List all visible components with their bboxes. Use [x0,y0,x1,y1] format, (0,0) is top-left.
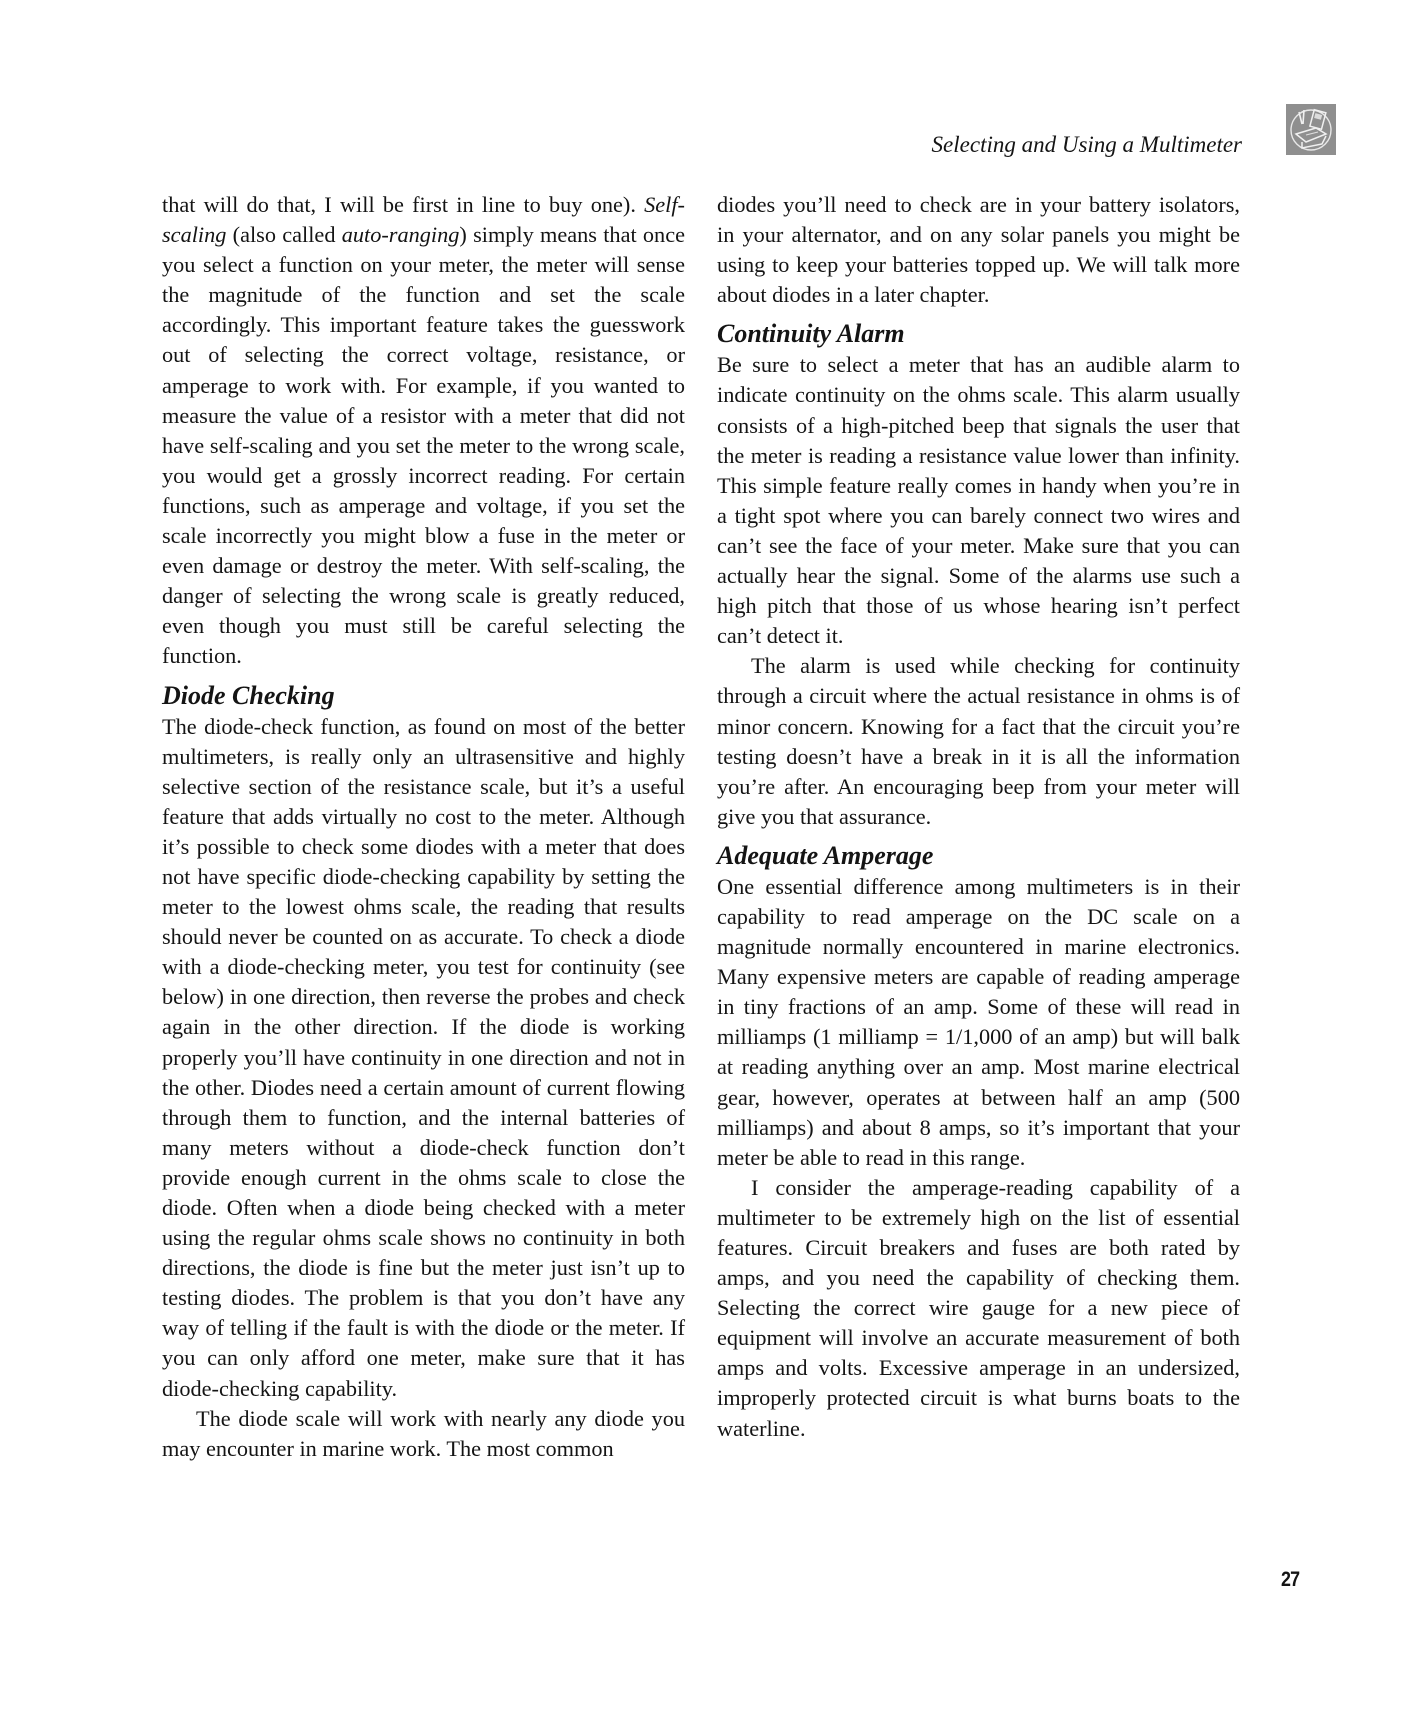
heading-continuity-alarm: Continuity Alarm [717,319,905,349]
heading-adequate-amperage: Adequate Amperage [717,840,934,870]
paragraph-alarm-usage: The alarm is used while checking for continuity through a circuit where the actual resistance in ohms is of minor concern. Knowing for a fact that the circuit you’re testing doesn’t have a break in it is all the information you’re after. An encouraging beep from your meter will give you that assurance. [717,653,1240,829]
multimeter-chapter-icon [1286,104,1336,155]
multimeter-illustration-icon [1286,104,1336,155]
page-number: 27 [1281,1568,1300,1591]
paragraph-self-scaling [162,190,685,672]
text-run: (also called [226,222,342,248]
paragraph-diode-scale: The diode scale will work with nearly any diode you may encounter in marine work. The most common [162,1405,685,1461]
term-auto-ranging: auto-ranging [341,222,460,248]
heading-diode-checking: Diode Checking [162,680,335,710]
running-head: Selecting and Using a Multimeter [931,132,1242,157]
left-column [162,190,685,1464]
term-self-scaling: Self-scaling [162,192,685,248]
paragraph-amperage-capability: I consider the amperage-reading capability of a multimeter to be extremely high on the list of essential features. Circuit breakers and fuses are both rated by amps, and you need the capability of checking them. Selecting the correct wire gauge for a new piece of equipment will involve an accurate measurement of both amps and volts. Excessive amperage in an undersized, improperly protected circuit is what burns boats to the waterline. [717,1174,1240,1441]
paragraph-diodes-continued: diodes you’ll need to check are in your battery isolators, in your alternator, and on any solar panels you might be using to keep your batteries topped up. We will talk more about diodes in a later chapter. [717,192,1240,308]
right-column [717,190,1240,1444]
text-run: that will do that, I will be first in line to buy one). [162,192,645,217]
paragraph-audible-alarm: Be sure to select a meter that has an audible alarm to indicate continuity on the ohms scale. This alarm usually consists of a high-pitched beep that signals the user that the meter is reading a resistance value lower than infinity. This simple feature really comes in handy when you’re in a tight spot where you can barely connect two wires and can’t see the face of your meter. Make sure that you can actually hear the signal. Some of the alarms use such a high pitch that those of us whose hearing isn’t perfect can’t detect it. [717,352,1240,649]
paragraph-diode-check-function: The diode-check function, as found on most of the better multimeters, is really only an ultrasensitive and highly selective section of the resistance scale, but it’s a useful feature that adds virtually no cost to the meter. Although it’s possible to check some diodes with a meter that does not have specific diode-checking capability by setting the meter to the lowest ohms scale, the reading that results should never be counted on as accurate. To check a diode with a diode-checking meter, you test for continuity (see below) in one direction, then reverse the probes and check again in the other direction. If the diode is working properly you’ll have continuity in one direction and not in the other. Diodes need a certain amount of current flowing through them to function, and the internal batteries of many meters without a diode-check function don’t provide enough current in the ohms scale to close the diode. Often when a diode being checked with a meter using the regular ohms scale shows no continuity in both directions, the diode is fine but the meter just isn’t up to testing diodes. The problem is that you don’t have any way of telling if the fault is with the diode or the meter. If you can only afford one meter, make sure that it has diode-checking capability. [162,713,685,1401]
text-run: ) simply means that once you select a function on your meter, the meter will sense the magnitude of the function and set the scale accordingly. This important feature takes the guesswork out of selecting the correct voltage, resistance, or amperage to work with. For example, if you wanted to measure the value of a resistor with a meter that did not have self-scaling and you set the meter to the wrong scale, you would get a grossly incorrect reading. For certain functions, such as amperage and voltage, if you set the scale incorrectly you might blow a fuse in the meter or even damage or destroy the meter. With self-scaling, the danger of selecting the wrong scale is greatly reduced, even though you must still be careful selecting the function. [162,222,685,669]
paragraph-amperage-difference: One essential difference among multimeters is in their capability to read amperage on the DC scale on a magnitude normally encountered in marine electronics. Many expensive meters are capable of reading amperage in tiny fractions of an amp. Some of these will read in milliamps (1 milliamp = 1/1,000 of an amp) but will balk at reading anything over an amp. Most marine electrical gear, however, operates at between half an amp (500 milliamps) and about 8 amps, so it’s important that your meter be able to read in this range. [717,873,1240,1170]
